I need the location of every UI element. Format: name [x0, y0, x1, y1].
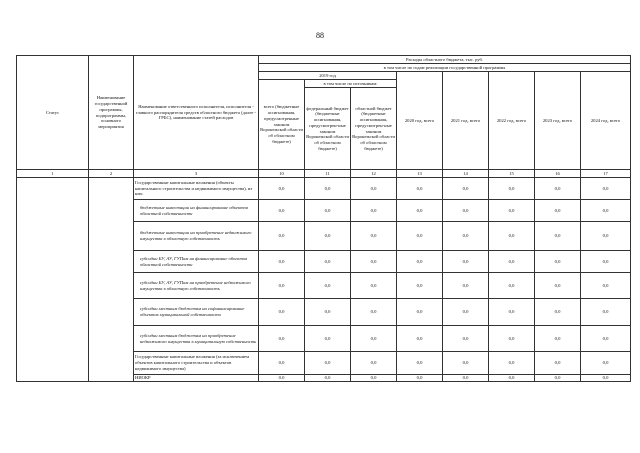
header-status: Статус [17, 56, 89, 170]
column-number: 12 [351, 170, 397, 178]
value-cell: 0,0 [397, 375, 443, 382]
value-cell: 0,0 [305, 299, 351, 326]
program-cell [89, 178, 134, 382]
value-cell: 0,0 [259, 375, 305, 382]
value-cell: 0,0 [351, 178, 397, 200]
header-total-2019: всего (бюджетные ассигнования, предусмотренные законом Воронежской области об областном бюджете) [259, 80, 305, 170]
value-cell: 0,0 [305, 273, 351, 299]
row-label: бюджетные инвестиции на финансирование объектов областной собственности [134, 200, 259, 222]
row-label: субсидии БУ, АУ, ГУПам на финансирование объектов областной собственности [134, 251, 259, 273]
value-cell: 0,0 [535, 251, 581, 273]
value-cell: 0,0 [305, 326, 351, 352]
column-number: 16 [535, 170, 581, 178]
value-cell: 0,0 [259, 299, 305, 326]
header-by-year: в том числе по годам реализации государственной программы [259, 64, 631, 72]
value-cell: 0,0 [259, 251, 305, 273]
header-expenses: Расходы областного бюджета, тыс. руб. [259, 56, 631, 64]
row-label: Государственные капитальные вложения (за исключением объектов капитального строительства и объектов недвижимого имущества) [134, 352, 259, 375]
header-regional: областной бюджет (бюджетные ассигнования, предусмотрен-ные законом Воронежской области об областном бюджете) [351, 88, 397, 170]
value-cell: 0,0 [397, 178, 443, 200]
column-number: 10 [259, 170, 305, 178]
column-number: 15 [489, 170, 535, 178]
header-year-2019: 2019 год [259, 72, 397, 80]
value-cell: 0,0 [397, 273, 443, 299]
value-cell: 0,0 [443, 375, 489, 382]
value-cell: 0,0 [397, 326, 443, 352]
value-cell: 0,0 [581, 273, 631, 299]
value-cell: 0,0 [397, 222, 443, 251]
status-cell [17, 178, 89, 382]
value-cell: 0,0 [351, 299, 397, 326]
value-cell: 0,0 [305, 178, 351, 200]
value-cell: 0,0 [581, 326, 631, 352]
value-cell: 0,0 [443, 326, 489, 352]
row-label: субсидии местным бюджетам на софинансирование объектов муниципальной собственности [134, 299, 259, 326]
value-cell: 0,0 [535, 299, 581, 326]
value-cell: 0,0 [397, 352, 443, 375]
value-cell: 0,0 [489, 222, 535, 251]
value-cell: 0,0 [489, 375, 535, 382]
value-cell: 0,0 [305, 200, 351, 222]
header-2020: 2020 год, всего [397, 72, 443, 170]
value-cell: 0,0 [443, 251, 489, 273]
row-label: бюджетные инвестиции на приобретение недвижимого имущества в областную собственность [134, 222, 259, 251]
header-2022: 2022 год, всего [489, 72, 535, 170]
value-cell: 0,0 [351, 222, 397, 251]
value-cell: 0,0 [535, 222, 581, 251]
header-2021: 2021 год, всего [443, 72, 489, 170]
value-cell: 0,0 [259, 222, 305, 251]
value-cell: 0,0 [581, 352, 631, 375]
value-cell: 0,0 [443, 178, 489, 200]
budget-table [16, 55, 631, 382]
row-label: Государственные капитальные вложения (объекты капитального строительства и недвижимого имущества), из них: [134, 178, 259, 200]
value-cell: 0,0 [489, 326, 535, 352]
value-cell: 0,0 [351, 200, 397, 222]
value-cell: 0,0 [489, 352, 535, 375]
value-cell: 0,0 [397, 299, 443, 326]
value-cell: 0,0 [305, 222, 351, 251]
value-cell: 0,0 [259, 273, 305, 299]
value-cell: 0,0 [489, 200, 535, 222]
value-cell: 0,0 [397, 200, 443, 222]
header-executor: Наименование ответственного исполнителя, исполнителя - главного распорядителя средств областного бюджета (далее - ГРБС), наименование статей расходов [134, 56, 259, 170]
table-row [17, 178, 631, 200]
value-cell: 0,0 [351, 251, 397, 273]
header-federal: федеральный бюджет (бюджетные ассигнования, предусмотрен-ные законом Воронежской области об областном бюджете) [305, 88, 351, 170]
value-cell: 0,0 [535, 178, 581, 200]
value-cell: 0,0 [351, 273, 397, 299]
column-numbers-row [17, 170, 631, 178]
value-cell: 0,0 [305, 251, 351, 273]
column-number: 17 [581, 170, 631, 178]
value-cell: 0,0 [535, 326, 581, 352]
value-cell: 0,0 [351, 352, 397, 375]
column-number: 13 [397, 170, 443, 178]
value-cell: 0,0 [259, 200, 305, 222]
column-number: 2 [89, 170, 134, 178]
row-label: НИОКР [134, 375, 259, 382]
header-incl-sources: в том числе по источникам: [305, 80, 397, 88]
value-cell: 0,0 [581, 251, 631, 273]
value-cell: 0,0 [443, 222, 489, 251]
row-label: субсидии БУ, АУ, ГУПам на приобретение недвижимого имущества в областную собственность [134, 273, 259, 299]
page-number: 88 [316, 31, 324, 40]
column-number: 3 [134, 170, 259, 178]
value-cell: 0,0 [489, 299, 535, 326]
value-cell: 0,0 [581, 299, 631, 326]
value-cell: 0,0 [581, 178, 631, 200]
value-cell: 0,0 [581, 200, 631, 222]
value-cell: 0,0 [305, 352, 351, 375]
value-cell: 0,0 [535, 273, 581, 299]
value-cell: 0,0 [305, 375, 351, 382]
value-cell: 0,0 [581, 222, 631, 251]
value-cell: 0,0 [489, 251, 535, 273]
value-cell: 0,0 [259, 326, 305, 352]
value-cell: 0,0 [581, 375, 631, 382]
column-number: 1 [17, 170, 89, 178]
value-cell: 0,0 [443, 352, 489, 375]
value-cell: 0,0 [489, 273, 535, 299]
value-cell: 0,0 [535, 375, 581, 382]
column-number: 11 [305, 170, 351, 178]
value-cell: 0,0 [443, 200, 489, 222]
value-cell: 0,0 [443, 299, 489, 326]
value-cell: 0,0 [489, 178, 535, 200]
header-2023: 2023 год, всего [535, 72, 581, 170]
value-cell: 0,0 [397, 251, 443, 273]
value-cell: 0,0 [259, 178, 305, 200]
value-cell: 0,0 [535, 200, 581, 222]
header-program-name: Наименование государственной программы, подпрограммы, основного мероприятия [89, 56, 134, 170]
value-cell: 0,0 [443, 273, 489, 299]
row-label: субсидии местным бюджетам на приобретение недвижимого имущества в муниципальную собственность [134, 326, 259, 352]
value-cell: 0,0 [535, 352, 581, 375]
header-2024: 2024 год, всего [581, 72, 631, 170]
value-cell: 0,0 [351, 375, 397, 382]
column-number: 14 [443, 170, 489, 178]
value-cell: 0,0 [351, 326, 397, 352]
value-cell: 0,0 [259, 352, 305, 375]
